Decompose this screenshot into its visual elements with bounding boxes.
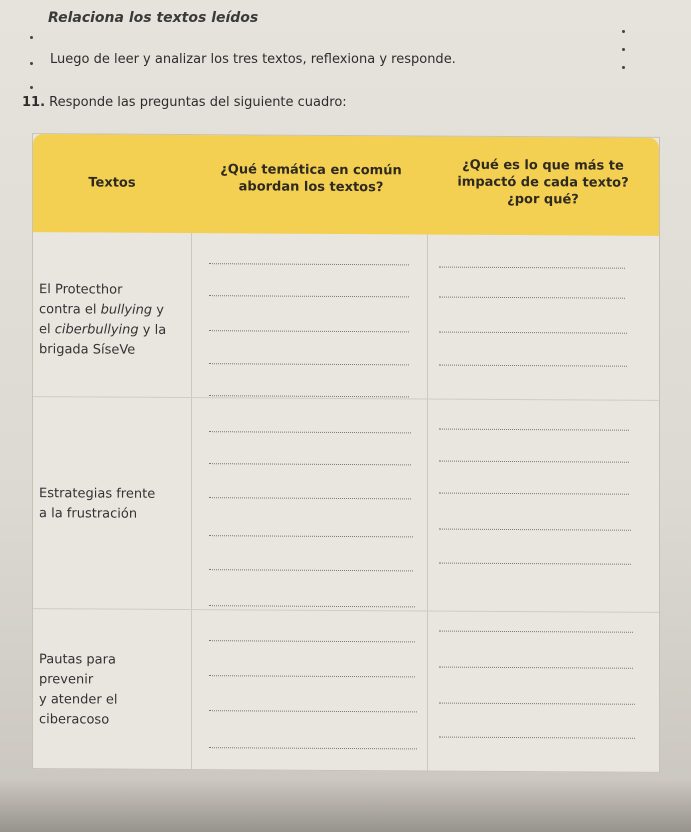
answer-line[interactable] xyxy=(439,267,625,269)
column-divider xyxy=(427,234,428,770)
question-text xyxy=(22,95,347,110)
answer-line[interactable] xyxy=(209,710,417,712)
answer-line[interactable] xyxy=(439,493,629,495)
answer-line[interactable] xyxy=(439,529,631,531)
question-prompt: Responde las preguntas del siguiente cuadro: xyxy=(49,95,347,110)
answer-line[interactable] xyxy=(209,605,415,607)
row-label-cyberbullying xyxy=(39,650,117,730)
answer-table xyxy=(32,133,660,773)
row-label-frustration xyxy=(39,484,155,525)
answer-line[interactable] xyxy=(439,461,629,463)
answer-line[interactable] xyxy=(209,569,413,571)
answer-line[interactable] xyxy=(209,640,415,642)
column-divider xyxy=(191,233,192,769)
row2-line2: a la frustración xyxy=(39,506,138,522)
row-divider xyxy=(33,608,659,613)
answer-line[interactable] xyxy=(209,295,409,297)
row3-line2: prevenir xyxy=(39,672,94,688)
answer-line[interactable] xyxy=(439,332,627,334)
instruction-text: Luego de leer y analizar los tres textos, reflexiona y responde. xyxy=(50,52,456,67)
section-title: Relaciona los textos leídos xyxy=(48,10,259,26)
answer-line[interactable] xyxy=(209,497,411,499)
col3-header-line1: ¿Qué es lo que más te xyxy=(462,157,624,174)
row-label-protecthor xyxy=(39,280,166,361)
row2-line1: Estrategias frente xyxy=(39,486,156,502)
answer-line[interactable] xyxy=(439,703,635,705)
table-header xyxy=(33,134,659,236)
col2-header-line1: ¿Qué temática en común xyxy=(220,162,402,179)
answer-line[interactable] xyxy=(209,675,415,677)
row1-line4: brigada SíseVe xyxy=(39,342,136,358)
row1-line1: El Protecthor xyxy=(39,282,123,298)
row1-line3: el ciberbullying y la xyxy=(39,322,167,338)
answer-line[interactable] xyxy=(439,429,629,431)
answer-line[interactable] xyxy=(209,431,411,433)
answer-line[interactable] xyxy=(209,463,411,465)
answer-line[interactable] xyxy=(209,330,409,332)
answer-line[interactable] xyxy=(209,747,417,749)
row3-line1: Pautas para xyxy=(39,652,116,668)
answer-line[interactable] xyxy=(209,263,409,265)
row3-line4: ciberacoso xyxy=(39,712,110,728)
question-number: 11. xyxy=(22,95,46,110)
answer-line[interactable] xyxy=(439,365,627,367)
row3-line3: y atender el xyxy=(39,692,118,708)
answer-line[interactable] xyxy=(439,667,633,669)
page-shadow xyxy=(0,780,691,832)
col3-header-line3: ¿por qué? xyxy=(507,191,579,208)
answer-line[interactable] xyxy=(439,737,635,739)
answer-line[interactable] xyxy=(439,563,631,565)
answer-line[interactable] xyxy=(439,631,633,633)
answer-line[interactable] xyxy=(209,535,413,537)
row1-line2: contra el bullying y xyxy=(39,302,164,318)
column-header-common-theme xyxy=(193,161,429,196)
col3-header-line2: impactó de cada texto? xyxy=(457,174,629,191)
column-header-impact xyxy=(429,157,657,209)
answer-line[interactable] xyxy=(439,297,625,299)
column-header-texts: Textos xyxy=(88,175,136,191)
answer-line[interactable] xyxy=(209,363,409,365)
col2-header-line2: abordan los textos? xyxy=(238,179,384,196)
